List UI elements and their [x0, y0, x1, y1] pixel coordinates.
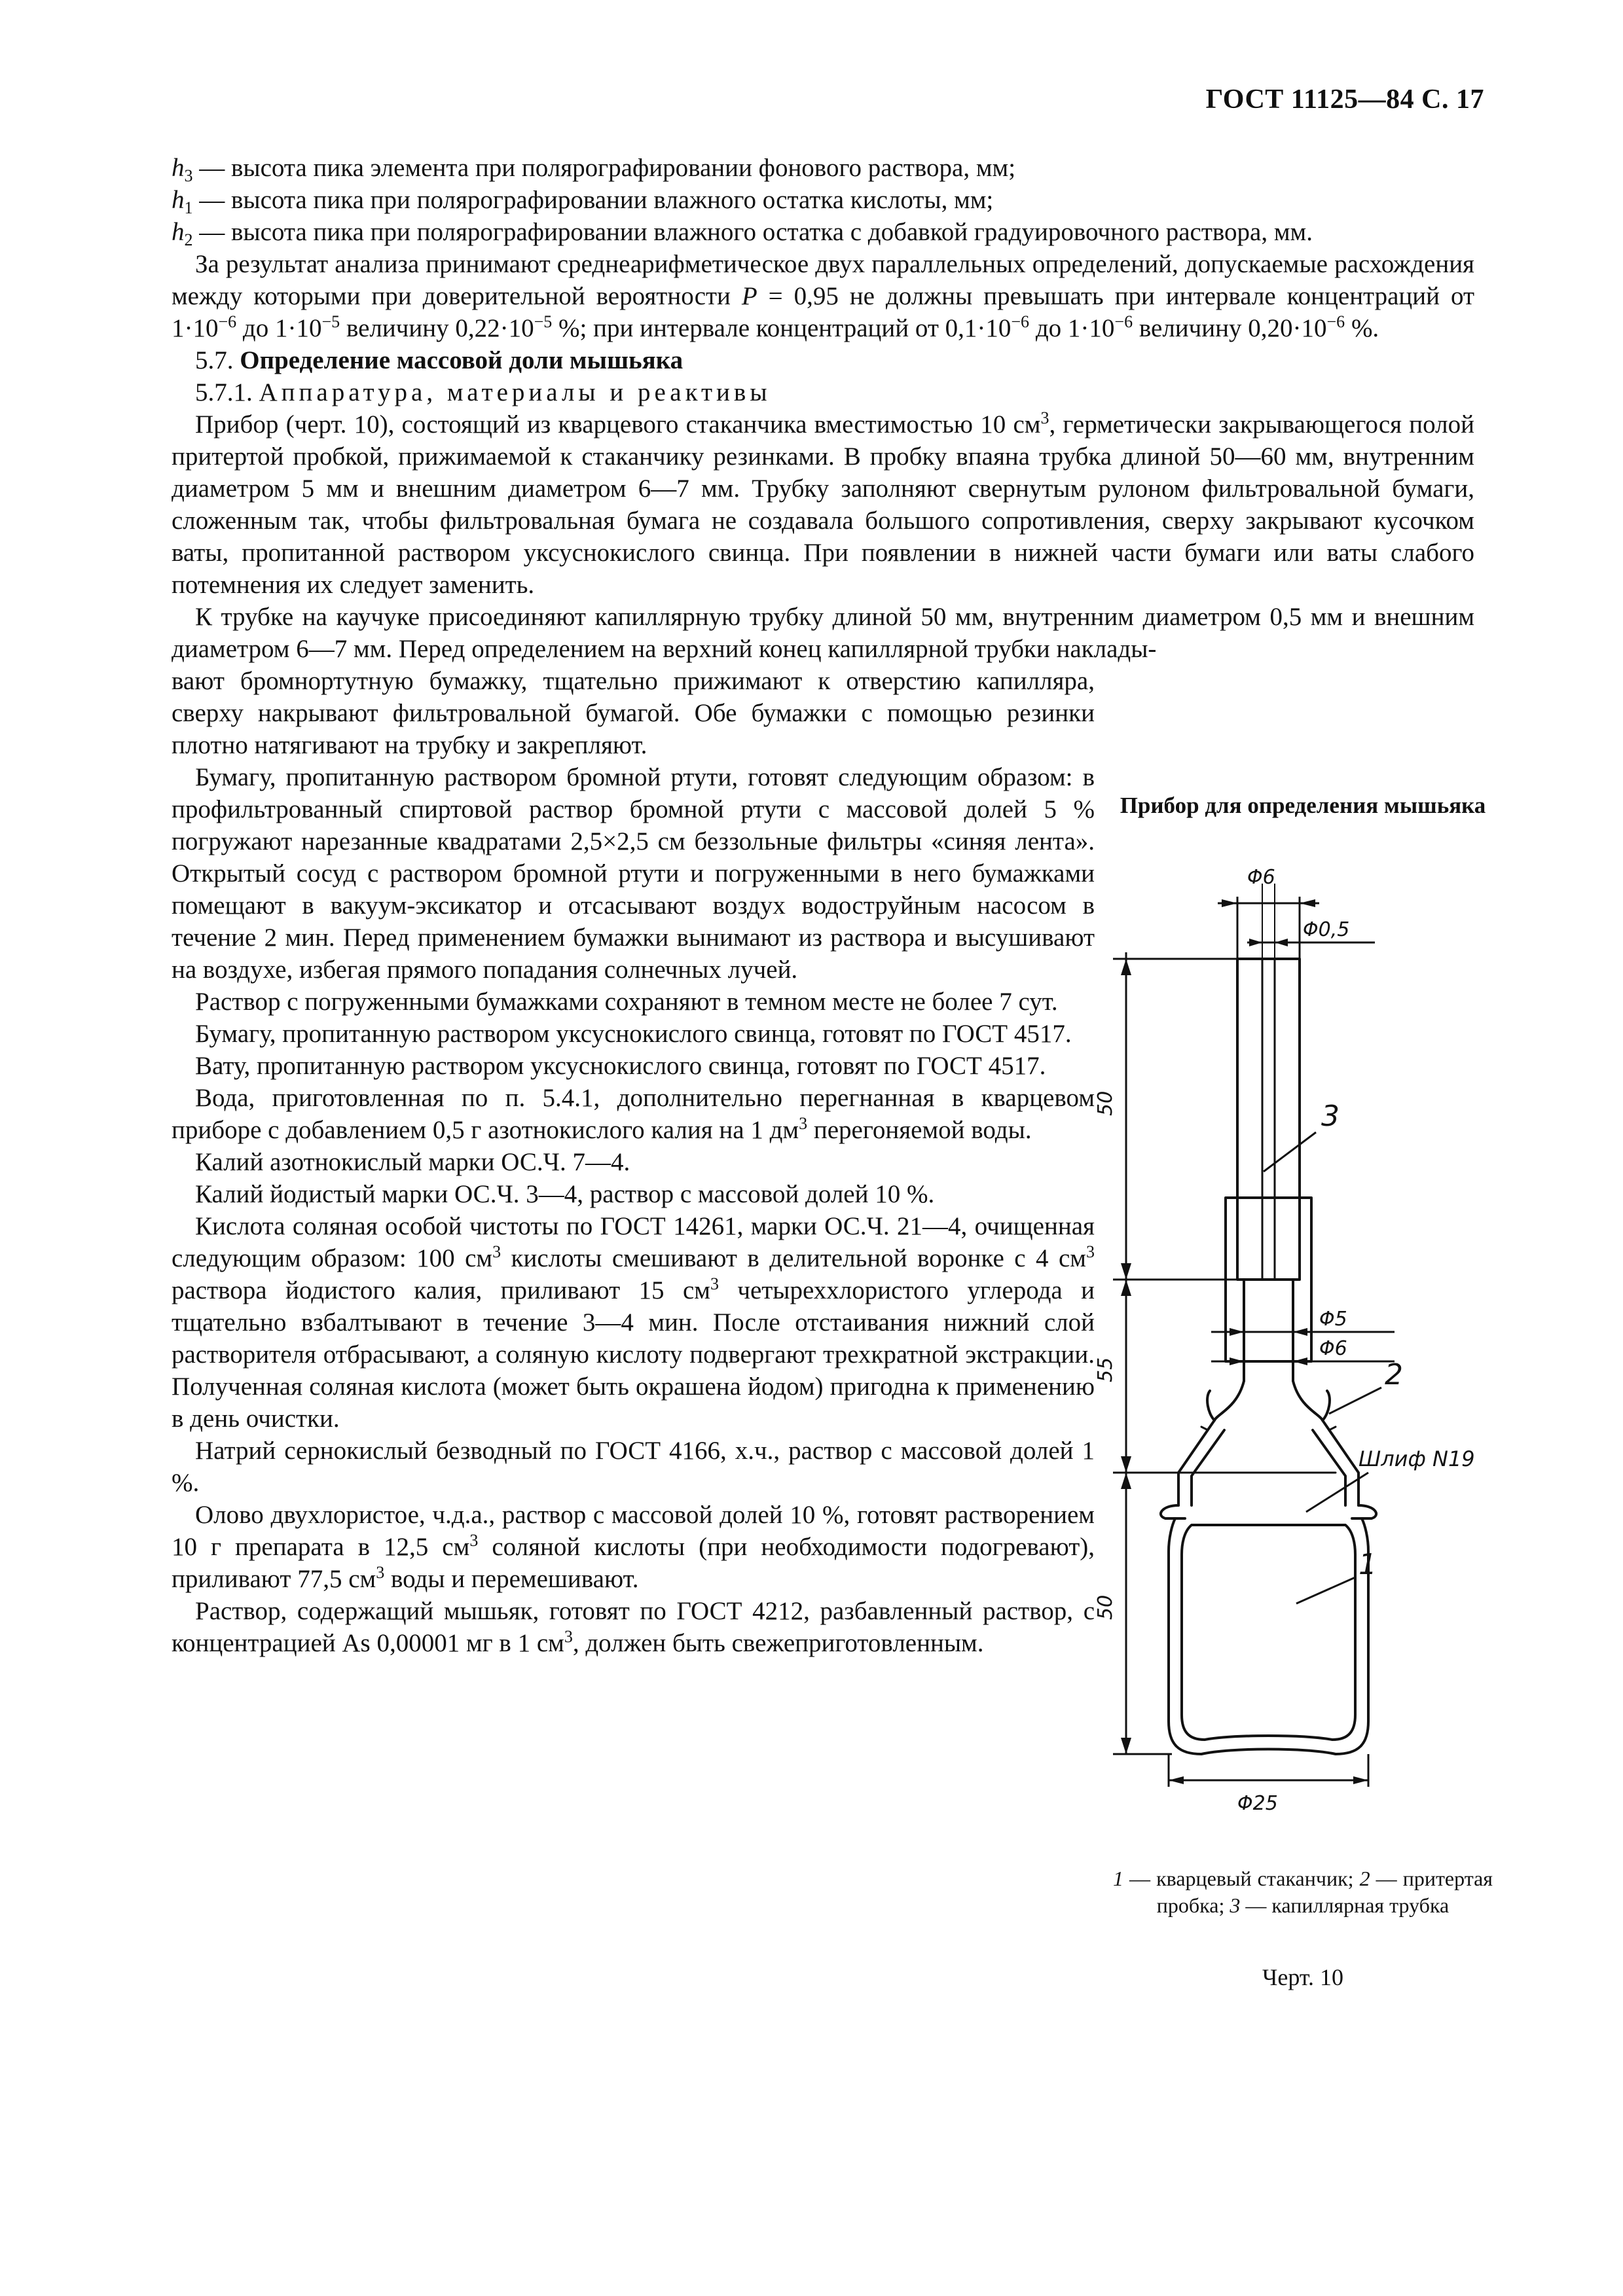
subsection-heading: [172, 376, 1474, 408]
section-title: Определение массовой доли мышьяка: [240, 346, 684, 374]
mysh-paragraph: Раствор, содержащий мышьяк, готовят по ГОСТ 4212, разбавленный раствор, с концентрацией As 0,00001 мг в 1 $см^3$, должен быть свежеприготовленным.: [172, 1597, 1095, 1657]
subsection-title: Аппаратура, материалы и реактивы: [259, 378, 771, 406]
label-num-2: 2: [1385, 1358, 1403, 1391]
stopper-2: [1214, 1381, 1322, 1420]
ground-joint: [1178, 1420, 1359, 1505]
dim-len50-top: 50: [1094, 1090, 1117, 1116]
legend-text: — высота пика при полярографировании влажного остатка кислоты, мм;: [192, 186, 994, 214]
voda-paragraph: Вода, приготовленная по п. 5.4.1, дополнительно перегнанная в кварцевом приборе с добавлением 0,5 г азотнокислого калия на 1 $дм^3$ перегоняемой воды.: [172, 1084, 1095, 1144]
dim-d05: Φ0,5: [1303, 918, 1350, 941]
kaliy-azot-paragraph: Калий азотнокислый марки ОС.Ч. 7—4.: [195, 1148, 630, 1176]
capillary-tube: [1237, 959, 1300, 1280]
symbol-h: h: [172, 154, 185, 182]
result-paragraph: За результат анализа принимают среднеарифметическое двух параллельных определений, допускаемые расхождения между которыми при доверительной вероятности P = 0,95 не должны превышать при интервале концентраций от $1\cdot 10^{-6}$ до $1\cdot 10^{-5}$ величину $0,22\cdot 10^{-5}$ %; при интервале концентраций от $0,1\cdot 10^{-6}$ до $1\cdot 10^{-6}$ величину $0,20\cdot 10^{-6}$ %.: [172, 250, 1474, 342]
kauchuk-paragraph-end: вают бромнортутную бумажку, тщательно прижимают к отверстию капилляра, сверху накрывают фильтровальной бумагой. Обе бумажки с помощью резинки плотно натягивают на трубку и закрепляют.: [172, 667, 1095, 759]
figure-number: Черт. 10: [1262, 1964, 1343, 1990]
kauchuk-paragraph-start: К трубке на каучуке присоединяют капиллярную трубку длиной 50 мм, внутренним диаметром 0,5 мм и внешним диаметром 6—7 мм. Перед определением на верхний конец капиллярной трубки наклады-: [172, 603, 1474, 663]
quartz-cup-1: [1169, 1518, 1368, 1754]
dim-d6-top: Φ6: [1247, 866, 1275, 889]
figure-title: Прибор для определения мышьяка: [1120, 793, 1486, 818]
kaliy-iod-paragraph: Калий йодистый марки ОС.Ч. 3—4, раствор с массовой долей 10 %.: [195, 1180, 935, 1208]
legend-text: — высота пика при полярографировании влажного остатка с добавкой градуировочного раствора, мм.: [192, 218, 1313, 246]
natriy-paragraph: Натрий сернокислый безводный по ГОСТ 4166, х.ч., раствор с массовой долей 1 %.: [172, 1437, 1095, 1497]
label-num-1: 1: [1359, 1548, 1377, 1581]
section-number: 5.7.: [195, 346, 240, 374]
apparatus-diagram: [1080, 844, 1525, 1813]
vata-paragraph: Вату, пропитанную раствором уксуснокислого свинца, готовят по ГОСТ 4517.: [195, 1052, 1046, 1080]
bumaga-rtut-paragraph: Бумагу, пропитанную раствором бромной ртути, готовят следующим образом: в профильтрованный спиртовой раствор бромной ртути с массовой долей 5 % погружают нарезанные квадратами 2,5×2,5 см беззольные фильтры «синяя лента». Открытый сосуд с раствором бромной ртути и погруженными в него бумажками помещают в вакуум-эксикатор и отсасывают воздух водоструйным насосом в течение 2 мин. Перед применением бумажки вынимают из раствора и высушивают на воздухе, избегая прямого попадания солнечных лучей.: [172, 763, 1095, 984]
symbol-subscript: 2: [184, 230, 193, 249]
legend-h3: [172, 152, 1545, 184]
page-header: ГОСТ 11125—84 С. 17: [1205, 84, 1484, 115]
label-shlif: Шлиф N19: [1359, 1446, 1475, 1471]
kislota-paragraph: Кислота соляная особой чистоты по ГОСТ 14261, марки ОС.Ч. 21—4, очищенная следующим образом: 100 $см^3$ кислоты смешивают в делительной воронке с 4 $см^3$ раствора йодистого калия, приливают 15 $см^3$ четыреххлористого углерода и тщательно взбалтывают в течение 3—4 мин. После отстаивания нижний слой растворителя отбрасывают, а соляную кислоту подвергают трехкратной экстракции. Полученная соляная кислота (может быть окрашена йодом) пригодна к применению в день очистки.: [172, 1212, 1095, 1433]
dim-d25: Φ25: [1237, 1792, 1278, 1813]
dim-len55: 55: [1094, 1357, 1117, 1382]
dim-d5: Φ5: [1319, 1308, 1347, 1331]
olovo-paragraph: Олово двухлористое, ч.д.а., раствор с массовой долей 10 %, готовят растворением 10 г препарата в 12,5 $см^3$ соляной кислоты (при необходимости подогревают), приливают 77,5 $см^3$ воды и перемешивают.: [172, 1501, 1095, 1593]
dim-d6-mid: Φ6: [1319, 1337, 1347, 1360]
section-heading: [172, 344, 1474, 376]
legend-text: — высота пика элемента при полярографировании фонового раствора, мм;: [192, 154, 1016, 182]
hranenie-paragraph: Раствор с погруженными бумажками сохраняют в темном месте не более 7 сут.: [195, 988, 1058, 1016]
symbol-h: h: [172, 218, 185, 246]
symbol-subscript: 3: [184, 166, 193, 185]
dim-len50-bottom: 50: [1094, 1594, 1117, 1620]
figure-caption: 1 — кварцевый стаканчик; 2 — притертая пробка; 3 — капиллярная трубка: [1113, 1867, 1493, 1917]
symbol-h: h: [172, 186, 185, 214]
pribor-paragraph: Прибор (черт. 10), состоящий из кварцевого стаканчика вместимостью 10 $см^3$, герметически закрывающегося полой притертой пробкой, прижимаемой к стаканчику резинками. В пробку впаяна трубка длиной 50—60 мм, внутренним диаметром 5 мм и внешним диаметром 6—7 мм. Трубку заполняют свернутым рулоном фильтровальной бумаги, сложенным так, чтобы фильтровальная бумага не создавала большого сопротивления, сверху закрывают кусочком ваты, пропитанной раствором уксуснокислого свинца. При появлении в нижней части бумаги или ваты слабого потемнения их следует заменить.: [172, 408, 1474, 599]
label-num-3: 3: [1321, 1100, 1340, 1133]
symbol-subscript: 1: [184, 198, 193, 217]
bumaga-svinec-paragraph: Бумагу, пропитанную раствором уксуснокислого свинца, готовят по ГОСТ 4517.: [195, 1020, 1072, 1048]
legend-h2: [172, 216, 1545, 248]
subsection-number: 5.7.1.: [195, 378, 259, 406]
legend-h1: [172, 184, 1545, 216]
